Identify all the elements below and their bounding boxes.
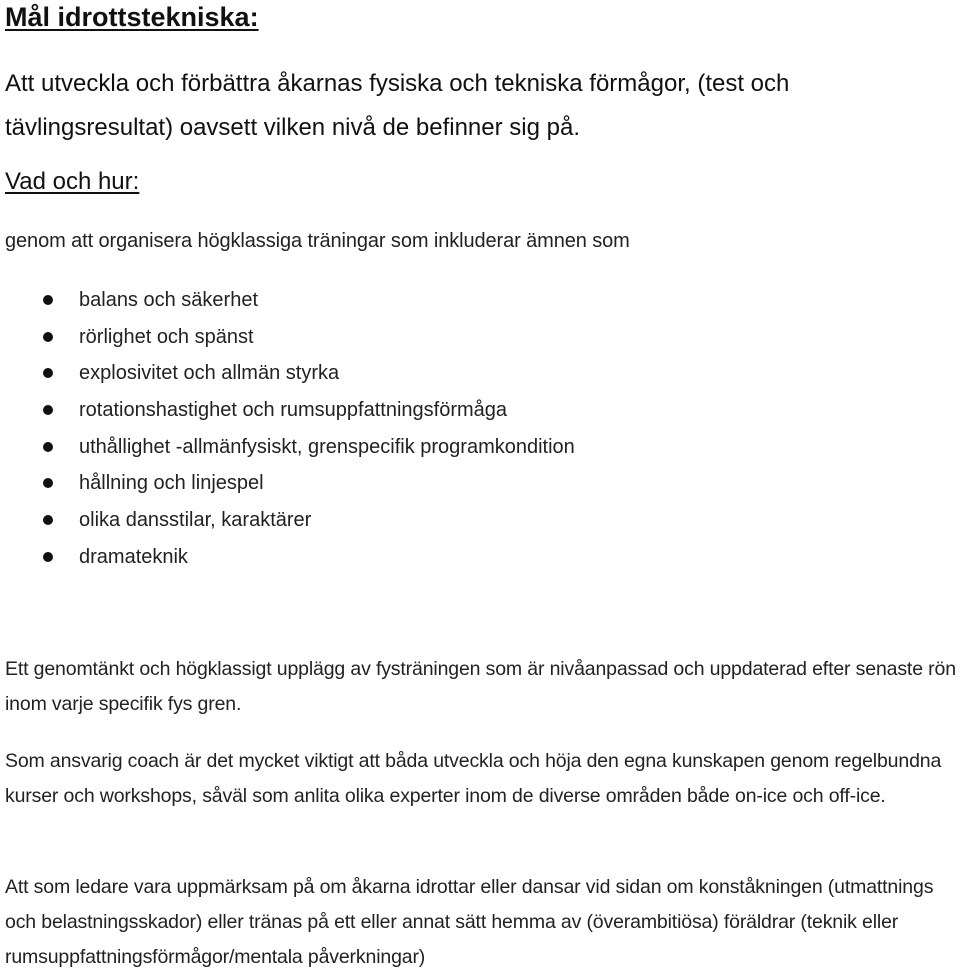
- paragraph: Ett genomtänkt och högklassigt upplägg av fysträningen som är nivåanpassad och uppdaterad efter senaste rön inom varje specifik fys gren.: [5, 658, 956, 715]
- bullet-icon: [43, 368, 53, 378]
- list-item-label: dramateknik: [79, 545, 188, 568]
- list-item: [5, 355, 945, 392]
- list-item-label: explosivitet och allmän styrka: [79, 362, 340, 385]
- list-item: [5, 319, 945, 356]
- list-item-label: rörlighet och spänst: [79, 325, 254, 348]
- paragraph: Att som ledare vara uppmärksam på om åkarna idrottar eller dansar vid sidan om konståkningen (utmattnings och belastningsskador) eller tränas på ett eller annat sätt hemma av (överambitiösa) föräldrar (teknik eller rumsuppfattningsförmågor/mentala påverkningar): [5, 876, 934, 968]
- topic-list: [5, 282, 945, 576]
- bullet-icon: [43, 515, 53, 525]
- bullet-icon: [43, 442, 53, 452]
- list-item: [5, 429, 945, 466]
- goal-heading: Mål idrottstekniska:: [5, 2, 259, 32]
- list-item-label: hållning och linjespel: [79, 472, 264, 495]
- bullet-icon: [43, 552, 53, 562]
- bullet-icon: [43, 295, 53, 305]
- paragraph: Som ansvarig coach är det mycket viktigt att båda utveckla och höja den egna kunskapen genom regelbundna kurser och workshops, såväl som anlita olika experter inom de diverse områden både on-ice och off-ice.: [5, 750, 942, 807]
- list-item-label: balans och säkerhet: [79, 289, 259, 311]
- bullet-icon: [43, 332, 53, 342]
- list-item: [5, 539, 945, 576]
- list-item: [5, 502, 945, 539]
- method-intro: genom att organisera högklassiga träningar som inkluderar ämnen som: [5, 230, 630, 252]
- list-item: [5, 392, 945, 429]
- list-item: [5, 465, 945, 502]
- bullet-icon: [43, 405, 53, 415]
- bullet-icon: [43, 478, 53, 488]
- goal-text: Att utveckla och förbättra åkarnas fysiska och tekniska förmågor, (test och tävlingsresultat) oavsett vilken nivå de befinner sig på.: [5, 70, 790, 141]
- list-item-label: uthållighet -allmänfysiskt, grenspecifik programkondition: [79, 435, 575, 458]
- list-item-label: rotationshastighet och rumsuppfattningsförmåga: [79, 399, 508, 422]
- list-item-label: olika dansstilar, karaktärer: [79, 509, 312, 532]
- list-item: [5, 282, 945, 319]
- method-heading: Vad och hur:: [5, 168, 140, 195]
